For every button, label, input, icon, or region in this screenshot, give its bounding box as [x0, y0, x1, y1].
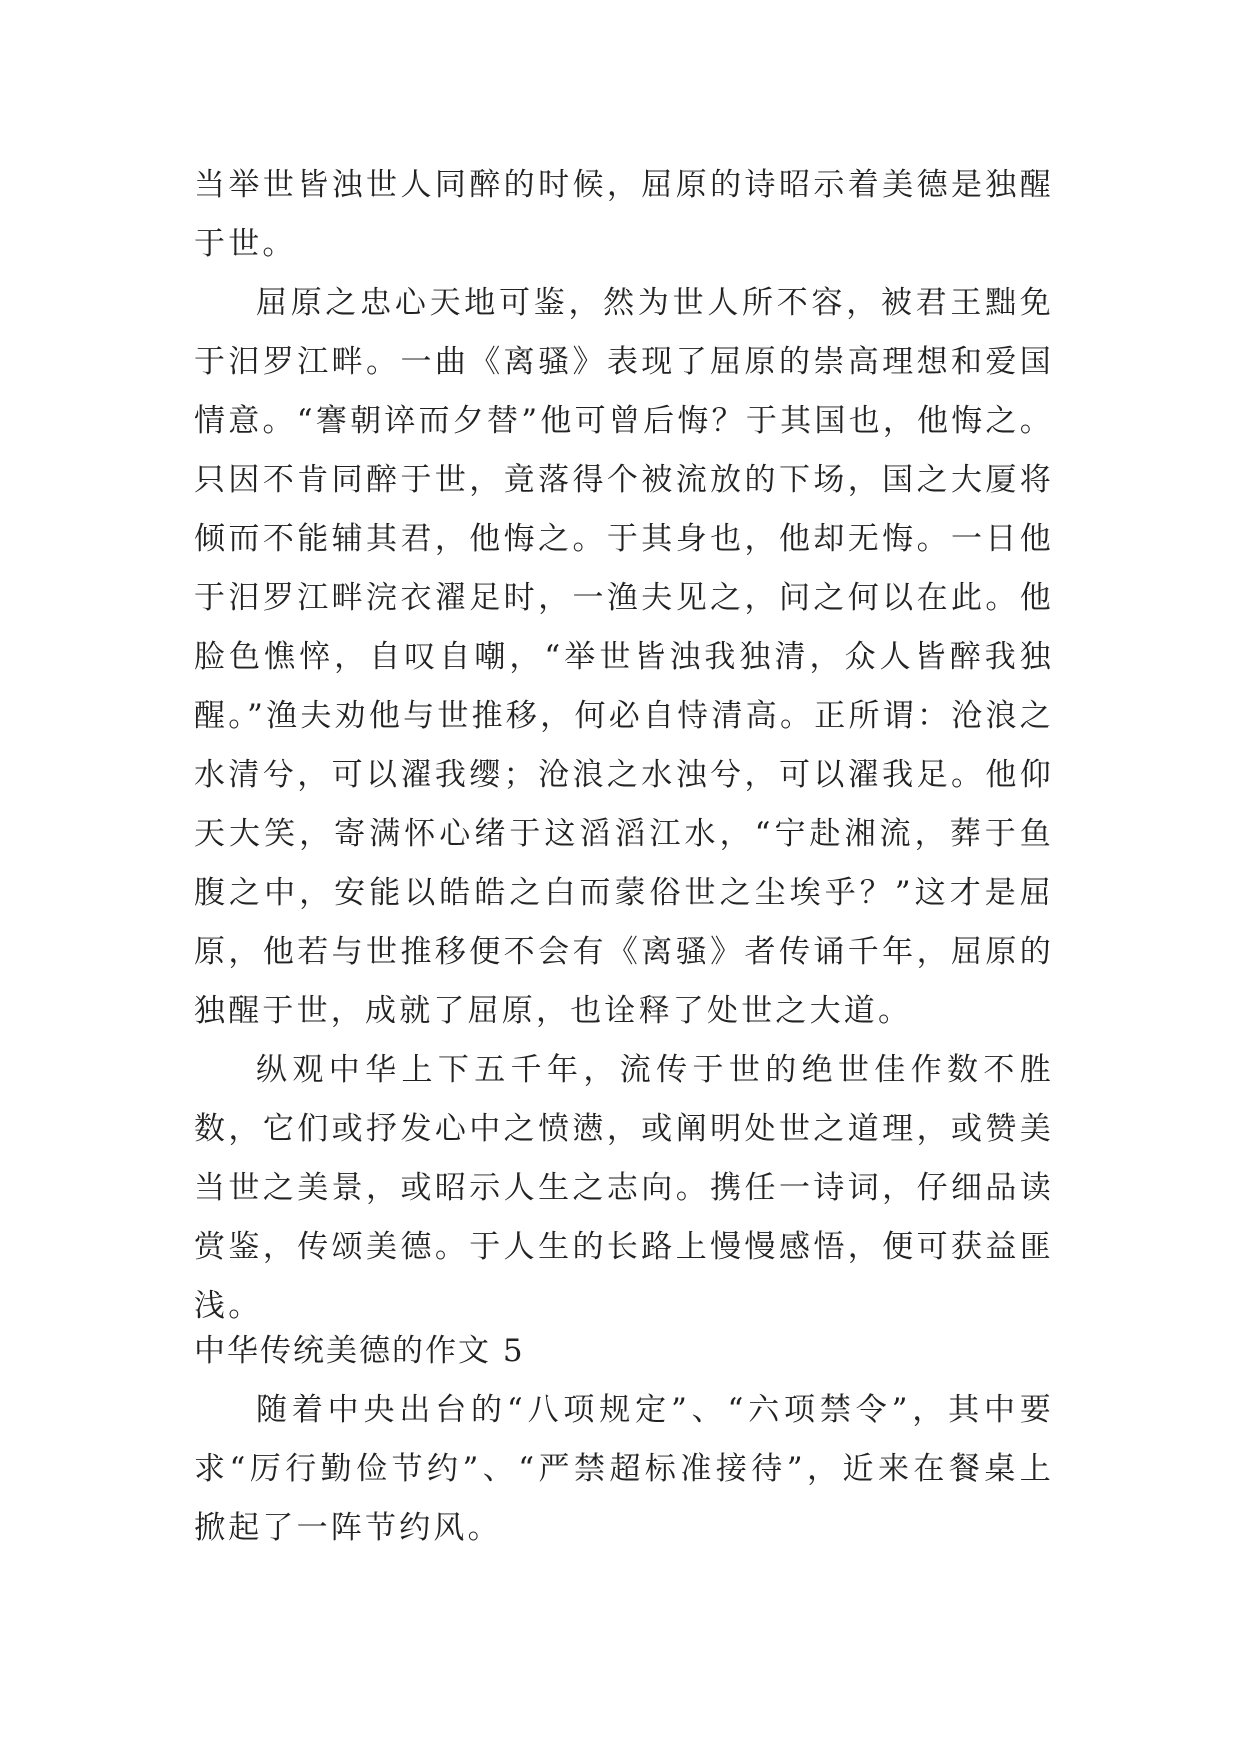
essay-body-bottom — [194, 1381, 1054, 1558]
paragraph-4: 随着中央出台的“八项规定”、“六项禁令”，其中要求“厉行勤俭节约”、“严禁超标准接待”，近来在餐桌上掀起了一阵节约风。 — [194, 1392, 1054, 1546]
paragraph-3: 纵观中华上下五千年，流传于世的绝世佳作数不胜数，它们或抒发心中之愤懑，或阐明处世之道理，或赞美当世之美景，或昭示人生之志向。携任一诗词，仔细品读赏鉴，传颂美德。于人生的长路上慢慢感悟，便可获益匪浅。 — [194, 1052, 1054, 1324]
essay-body-top — [194, 156, 1054, 1336]
section-heading: 中华传统美德的作文 5 — [194, 1333, 525, 1369]
paragraph-2: 屈原之忠心天地可鉴，然为世人所不容，被君王黜免于汨罗江畔。一曲《离骚》表现了屈原的崇高理想和爱国情意。“謇朝谇而夕替”他可曾后悔？于其国也，他悔之。只因不肯同醉于世，竟落得个被流放的下场，国之大厦将倾而不能辅其君，他悔之。于其身也，他却无悔。一日他于汨罗江畔浣衣濯足时，一渔夫见之，问之何以在此。他脸色憔悴，自叹自嘲，“举世皆浊我独清，众人皆醉我独醒。”渔夫劝他与世推移，何必自恃清高。正所谓：沧浪之水清兮，可以濯我缨；沧浪之水浊兮，可以濯我足。他仰天大笑，寄满怀心绪于这滔滔江水，“宁赴湘流，葬于鱼腹之中，安能以皓皓之白而蒙俗世之尘埃乎？”这才是屈原，他若与世推移便不会有《离骚》者传诵千年，屈原的独醒于世，成就了屈原，也诠释了处世之大道。 — [194, 285, 1054, 1029]
paragraph-1: 当举世皆浊世人同醉的时候，屈原的诗昭示着美德是独醒于世。 — [194, 167, 1054, 262]
